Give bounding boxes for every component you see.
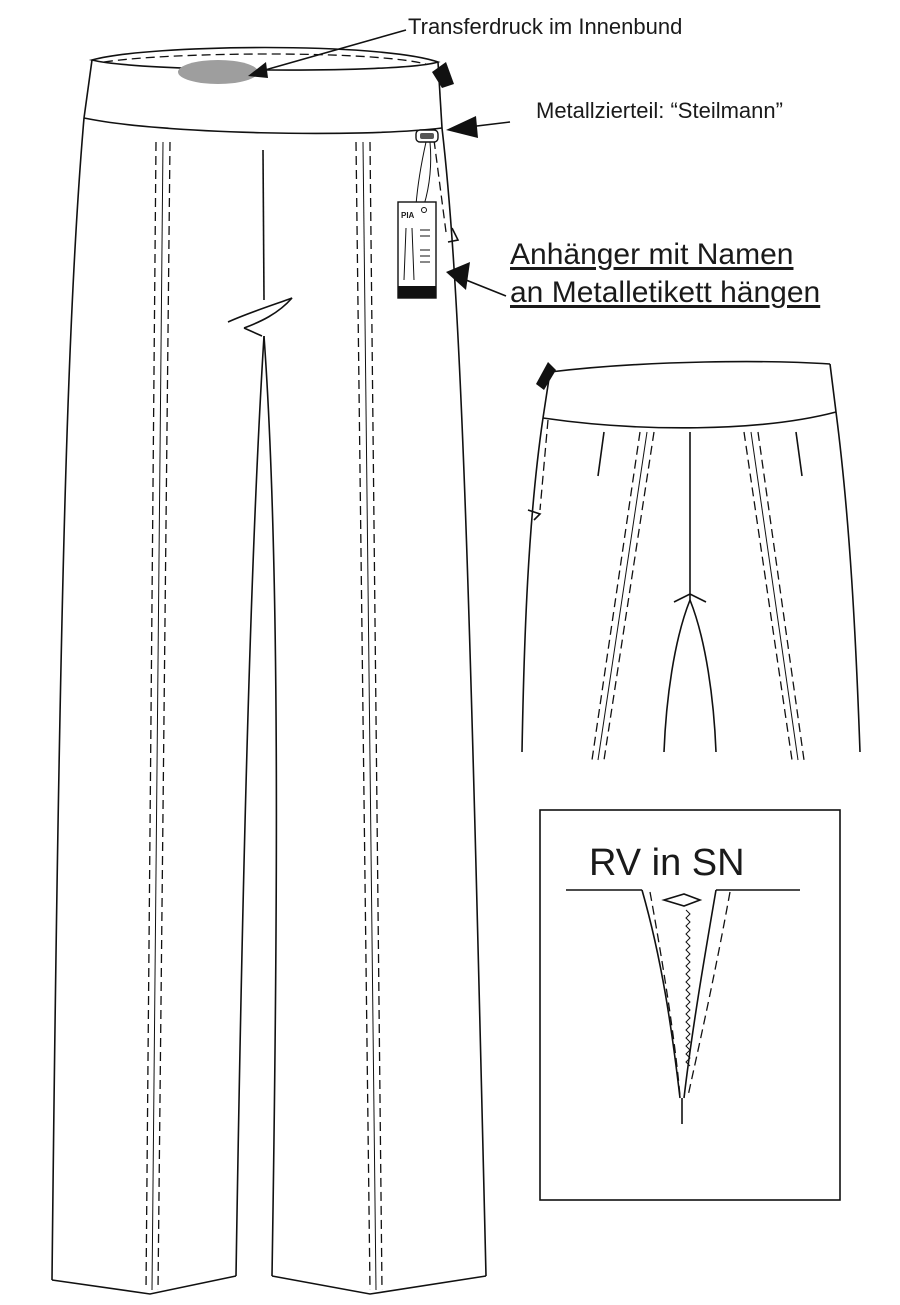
inner-left-leg xyxy=(236,336,264,1276)
zip-teeth xyxy=(686,910,690,1066)
back-pocket-tab xyxy=(528,510,540,520)
back-waistband-right xyxy=(830,364,836,412)
back-left-crease-b xyxy=(604,432,654,760)
back-inner-left xyxy=(664,600,690,752)
hangtag-instruction-line1: Anhänger mit Namen xyxy=(510,238,794,271)
waistband-notch-marker xyxy=(432,62,454,88)
hangtag-instruction-line2: an Metalletikett hängen xyxy=(510,276,821,309)
back-waistband-top xyxy=(550,362,830,372)
waistband-bottom-edge xyxy=(84,118,442,133)
crotch-detail xyxy=(228,298,292,336)
back-outer-left xyxy=(522,418,543,752)
hangtag-brand: PIA xyxy=(401,211,415,220)
back-left-dart xyxy=(598,432,604,476)
arrow-metal-head xyxy=(446,116,478,138)
back-right-dart xyxy=(796,432,802,476)
side-pocket-tab xyxy=(448,228,458,242)
arrow-transfer-line xyxy=(258,30,406,72)
outer-left-leg xyxy=(52,118,84,1280)
back-right-crease-b xyxy=(758,432,804,760)
back-inner-right xyxy=(690,600,716,752)
hangtag-string xyxy=(416,142,431,205)
back-right-crease-a xyxy=(744,432,792,760)
fly-seam xyxy=(263,150,264,300)
left-crease-stitch-b xyxy=(158,142,170,1290)
back-waistband-bottom xyxy=(543,412,836,428)
right-crease-stitch-b xyxy=(370,142,382,1290)
left-hem xyxy=(52,1276,236,1294)
outer-right-leg xyxy=(442,128,486,1276)
transfer-print-label: Transferdruck im Innenbund xyxy=(408,14,683,39)
transfer-print-area xyxy=(178,60,258,84)
left-crease-seam xyxy=(152,142,163,1290)
zip-stitch-right xyxy=(688,892,730,1096)
back-view xyxy=(522,362,860,760)
back-outer-right xyxy=(836,412,860,752)
metal-trim-badge xyxy=(416,130,438,142)
waistband-inner-stitch xyxy=(104,54,426,64)
zip-opening-left xyxy=(642,890,680,1098)
inner-right-leg xyxy=(264,336,276,1276)
zipper-detail-label: RV in SN xyxy=(589,842,745,884)
waistband-left-side xyxy=(84,60,92,118)
back-notch-marker xyxy=(536,362,556,390)
back-right-crease-seam xyxy=(751,432,798,760)
arrow-hangtag-head xyxy=(446,262,470,290)
left-crease-stitch-a xyxy=(146,142,156,1290)
metal-trim-label: Metallzierteil: “Steilmann” xyxy=(536,98,783,123)
right-crease-seam xyxy=(363,142,376,1290)
zip-top-tab xyxy=(664,894,700,906)
front-view xyxy=(52,30,510,1294)
back-left-crease-a xyxy=(592,432,640,760)
right-crease-stitch-a xyxy=(356,142,370,1290)
back-left-crease-seam xyxy=(598,432,647,760)
right-hem xyxy=(272,1276,486,1294)
